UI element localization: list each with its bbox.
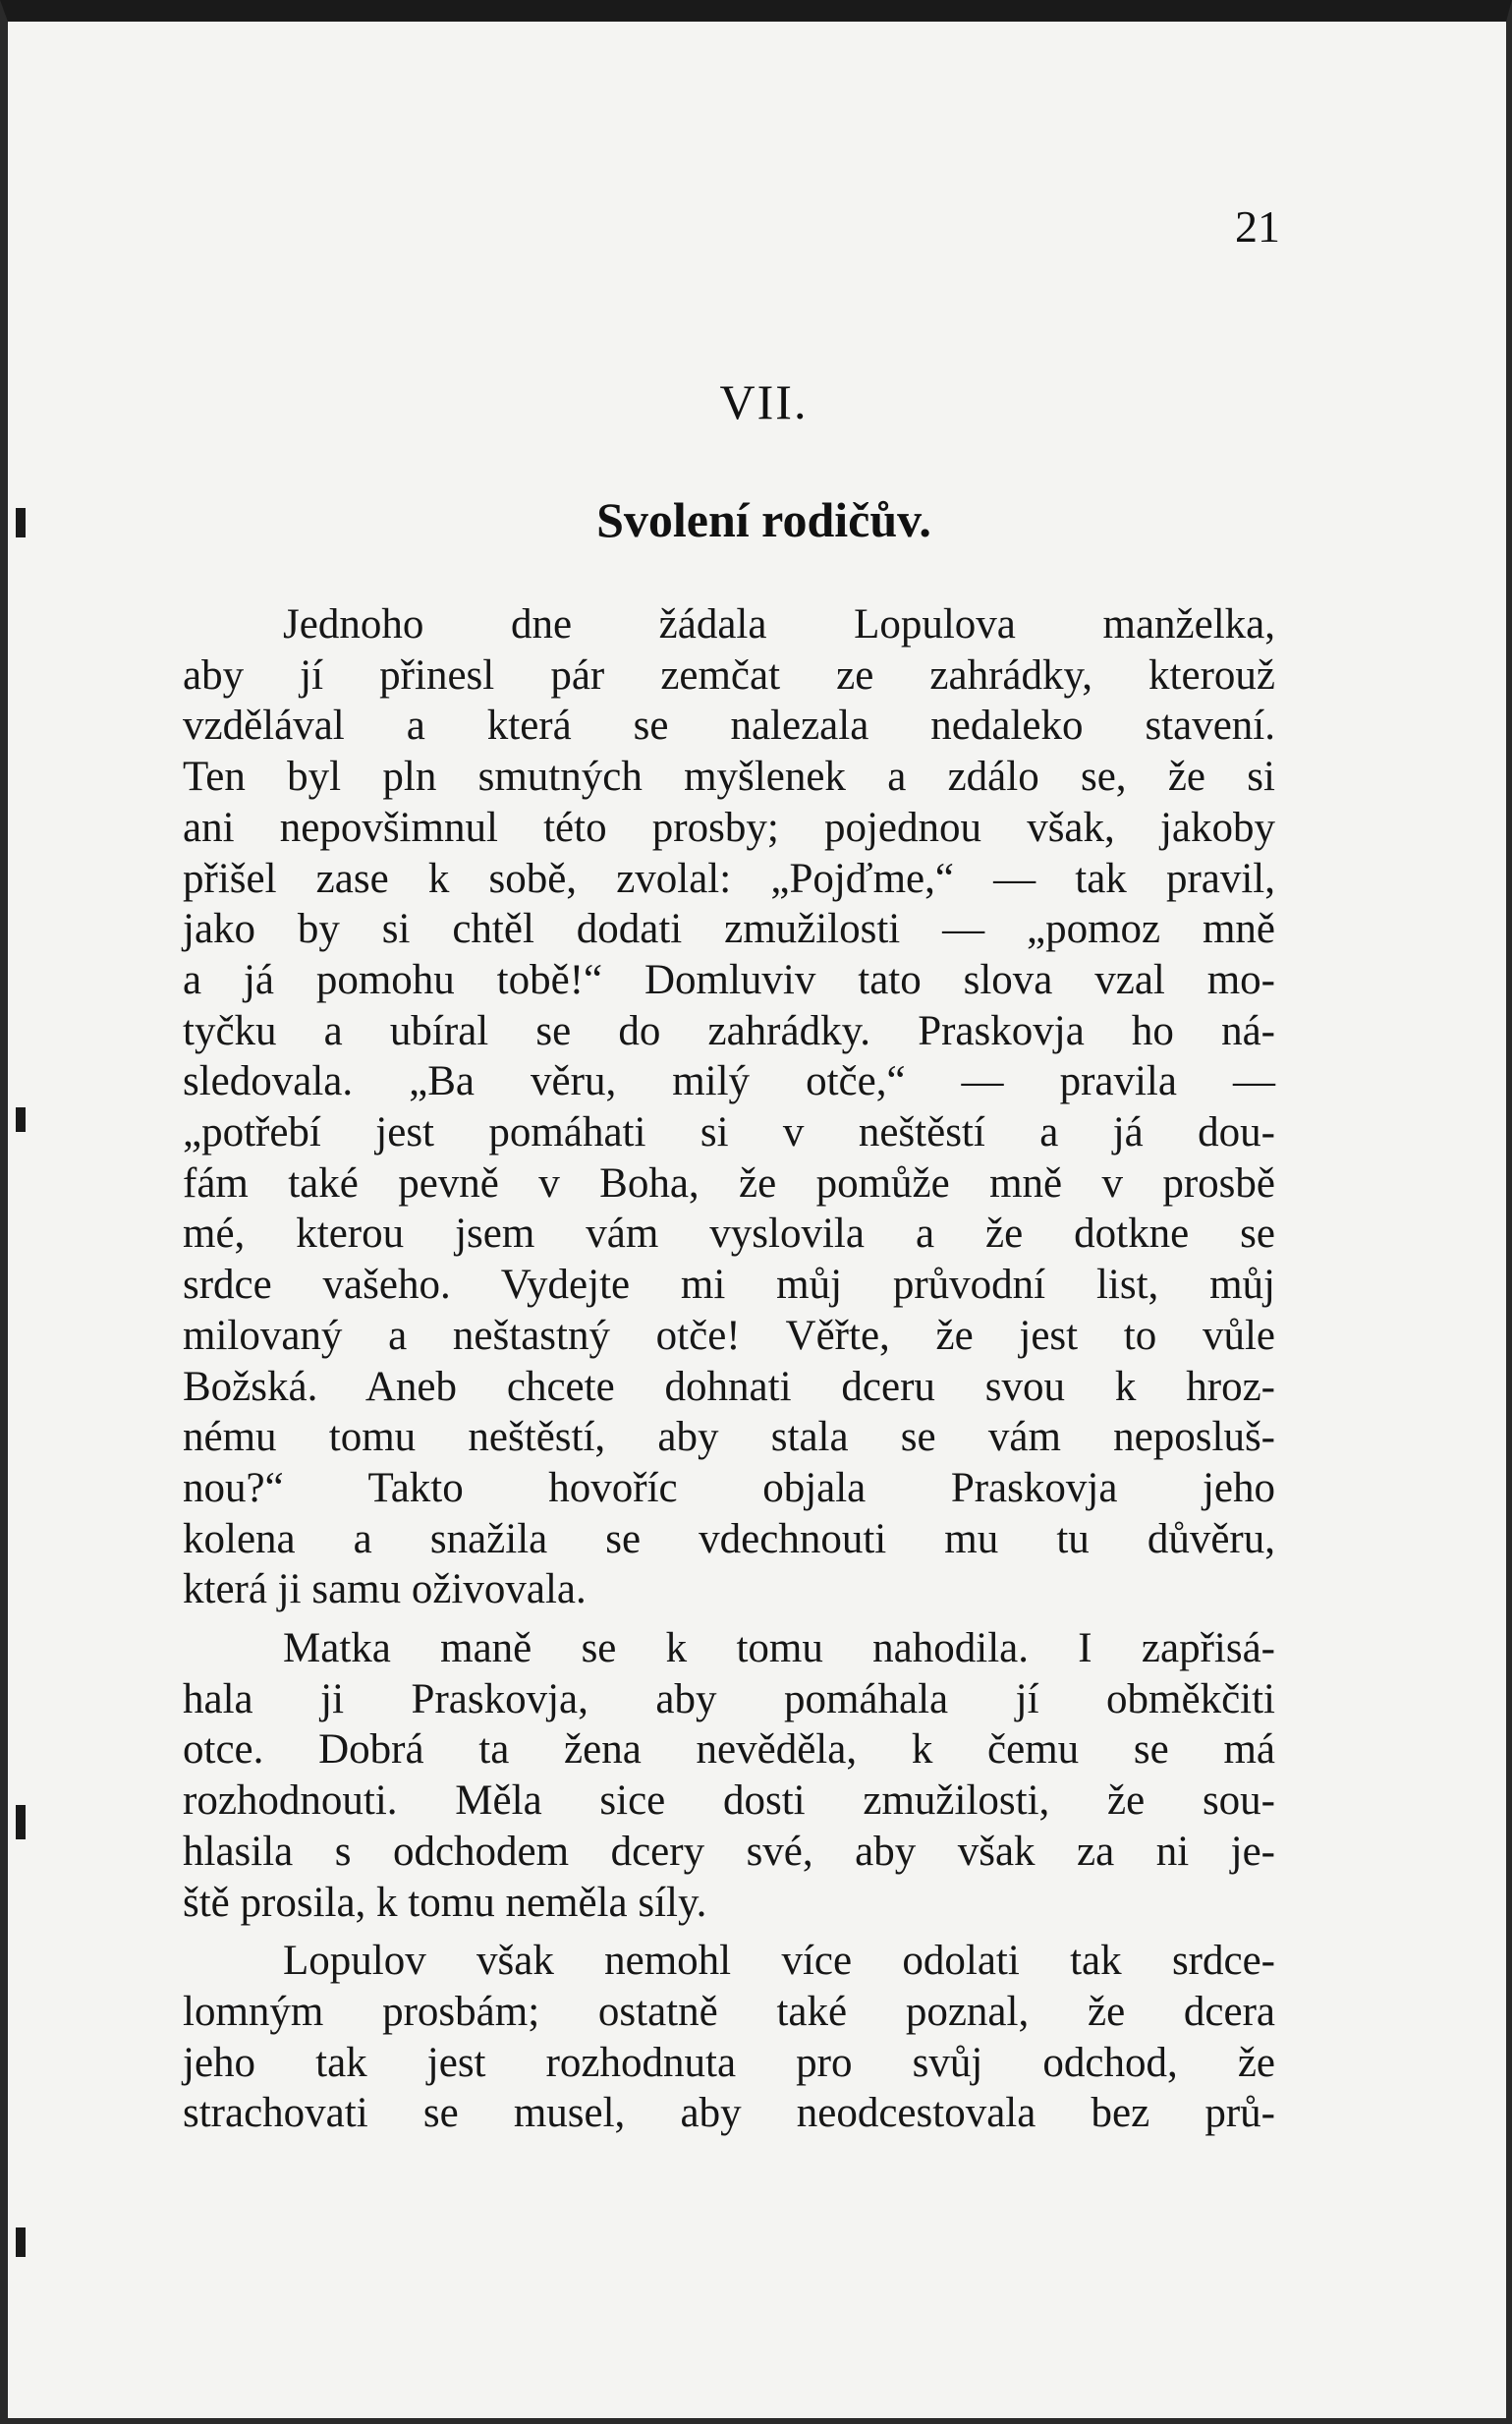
- text-line: ště prosila, k tomu neměla síly.: [183, 1879, 707, 1926]
- text-line: tyčku a ubíral se do zahrádky. Praskovja ho ná-: [183, 1007, 1275, 1054]
- text-line: aby jí přinesl pár zemčat ze zahrádky, kterouž: [183, 651, 1275, 699]
- binding-edge-mark: [16, 1805, 26, 1839]
- chapter-title: Svolení rodičův.: [596, 492, 931, 547]
- paragraph-gap: [183, 1615, 1275, 1623]
- text-line: Ten byl pln smutných myšlenek a zdálo se, že si: [183, 754, 1275, 801]
- text-line: jako by si chtěl dodati zmužilosti — „pomoz mně: [183, 906, 1275, 953]
- text-line: rozhodnouti. Měla sice dosti zmužilosti, že sou-: [183, 1777, 1275, 1825]
- paragraph-gap: [183, 1928, 1275, 1936]
- binding-edge-mark: [16, 1107, 26, 1132]
- text-line: lomným prosbám; ostatně také poznal, že dcera: [183, 1988, 1275, 2035]
- text-line: milovaný a neštastný otče! Věřte, že jest to vůle: [183, 1312, 1275, 1359]
- text-line: sledovala. „Ba věru, milý otče,“ — pravila —: [183, 1058, 1275, 1105]
- text-line: jeho tak jest rozhodnuta pro svůj odchod, že: [183, 2039, 1275, 2086]
- text-line: Božská. Aneb chcete dohnati dceru svou k hroz-: [183, 1363, 1275, 1410]
- text-line: Lopulov však nemohl více odolati tak srdce-: [283, 1938, 1275, 1985]
- text-line: ani nepovšimnul této prosby; pojednou však, jakoby: [183, 804, 1275, 851]
- text-line: vzdělával a která se nalezala nedaleko stavení.: [183, 703, 1275, 750]
- text-line: otce. Dobrá ta žena nevěděla, k čemu se má: [183, 1726, 1275, 1774]
- paragraph: [183, 1936, 1275, 2139]
- text-line: nou?“ Takto hovoříc objala Praskovja jeho: [183, 1464, 1275, 1511]
- page-number: 21: [1235, 201, 1280, 252]
- binding-edge-mark: [16, 2227, 26, 2257]
- text-line: nému tomu neštěstí, aby stala se vám neposluš-: [183, 1414, 1275, 1461]
- text-line: Matka maně se k tomu nahodila. I zapřisá-: [283, 1625, 1275, 1672]
- text-line: a já pomohu tobě!“ Domluviv tato slova vzal mo-: [183, 956, 1275, 1003]
- text-line: strachovati se musel, aby neodcestovala bez prů-: [183, 2090, 1275, 2137]
- chapter-number: VII.: [719, 374, 809, 429]
- text-line: mé, kterou jsem vám vyslovila a že dotkne se: [183, 1211, 1275, 1258]
- paragraph: [183, 1623, 1275, 1928]
- text-line: která ji samu oživovala.: [183, 1566, 587, 1613]
- paragraph: [183, 599, 1275, 1615]
- text-line: hala ji Praskovja, aby pomáhala jí obměkčiti: [183, 1675, 1275, 1722]
- text-line: srdce vašeho. Vydejte mi můj průvodní list, můj: [183, 1262, 1275, 1309]
- text-line: „potřebí jest pomáhati si v neštěstí a já dou-: [183, 1109, 1275, 1156]
- text-line: přišel zase k sobě, zvolal: „Pojďme,“ — tak pravil,: [183, 855, 1275, 902]
- text-line: hlasila s odchodem dcery své, aby však za ni je-: [183, 1828, 1275, 1875]
- text-line: kolena a snažila se vdechnouti mu tu důvěru,: [183, 1515, 1275, 1562]
- text-line: fám také pevně v Boha, že pomůže mně v prosbě: [183, 1159, 1275, 1207]
- body-text: [183, 599, 1275, 2139]
- text-line: Jednoho dne žádala Lopulova manželka,: [283, 601, 1275, 648]
